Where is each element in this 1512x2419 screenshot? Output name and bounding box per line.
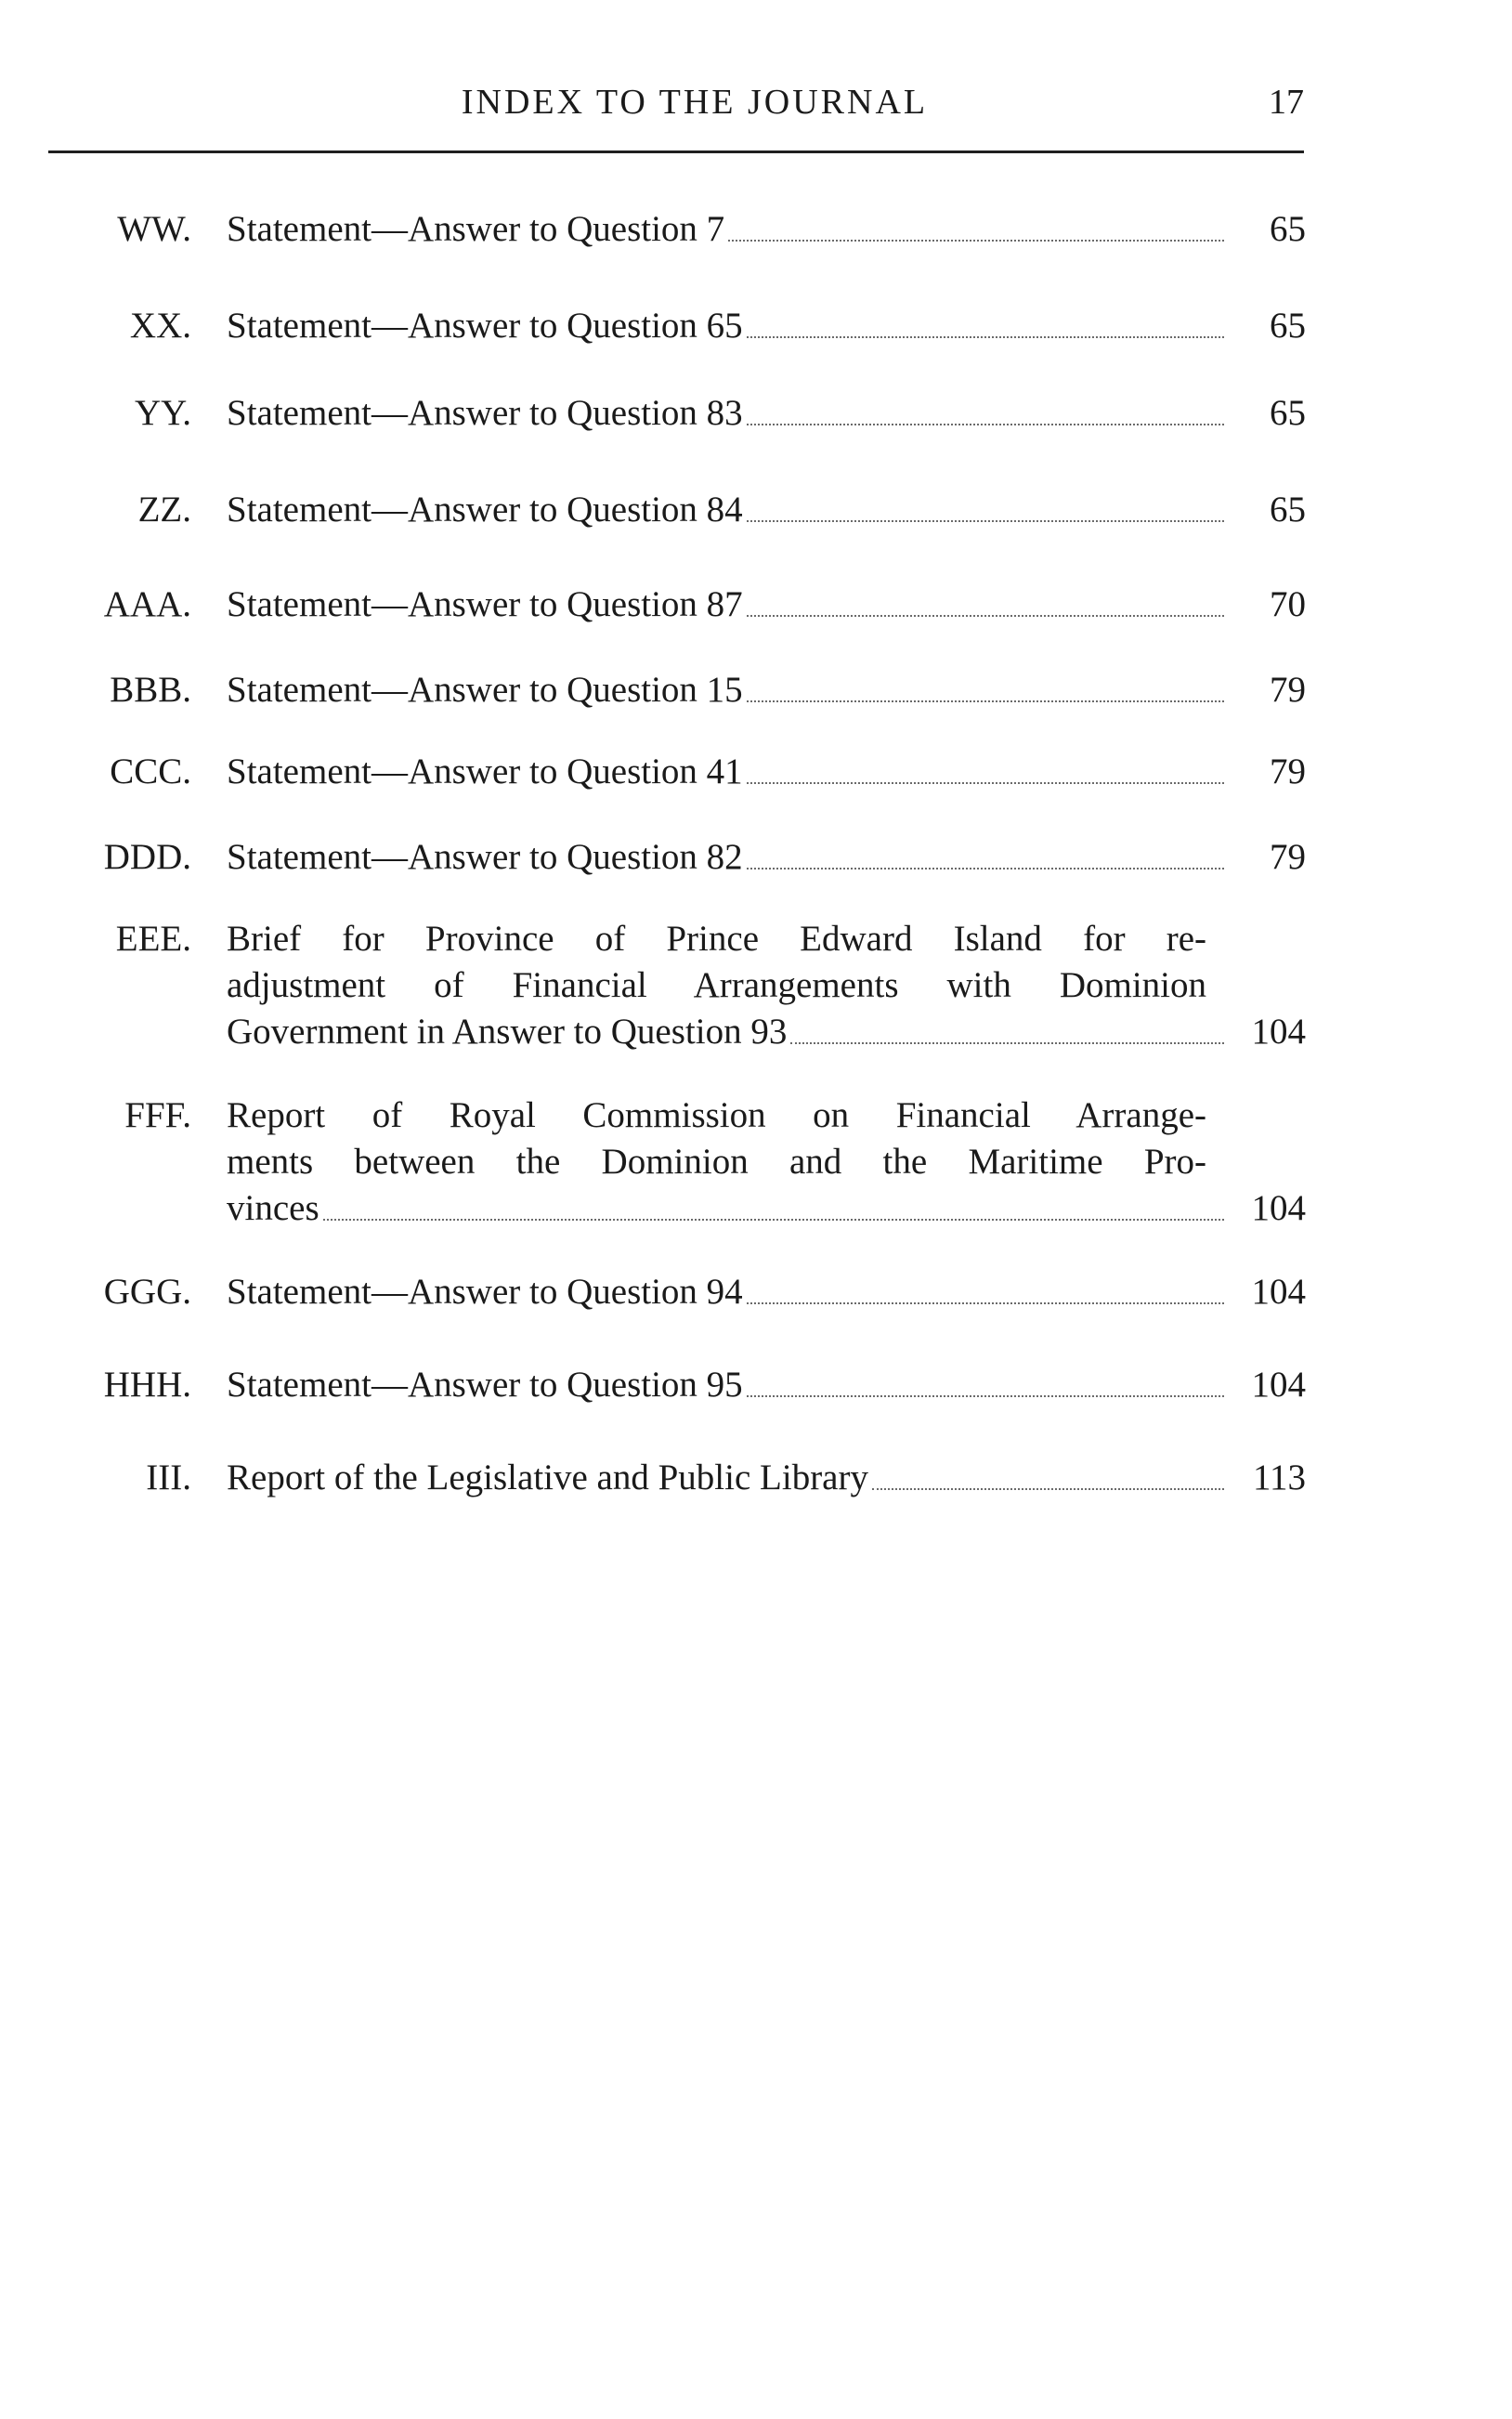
entry-page-number: 104: [1251, 1272, 1306, 1312]
entry-label: EEE.: [115, 919, 191, 959]
dot-leader: [747, 1395, 1224, 1397]
index-entry: [93, 667, 1306, 713]
index-entry: [93, 749, 1306, 795]
dot-leader: [728, 240, 1224, 242]
entry-page-number: 65: [1270, 209, 1306, 249]
entry-label: HHH.: [103, 1365, 191, 1405]
dot-leader: [747, 336, 1224, 338]
entry-text-line: Government in Answer to Question 93: [227, 1012, 788, 1052]
entry-text: Statement—Answer to Question 87: [227, 584, 743, 624]
index-entry: [93, 1269, 1306, 1315]
entry-label: AAA.: [103, 584, 191, 624]
dot-leader: [747, 615, 1224, 617]
entry-text-line: Brief for Province of Prince Edward Island for re-: [227, 919, 1206, 959]
entry-text: Report of the Legislative and Public Library: [227, 1458, 868, 1497]
index-entries: [93, 206, 1306, 1501]
entry-label: YY.: [134, 393, 191, 433]
entry-text: Statement—Answer to Question 83: [227, 393, 743, 433]
index-entry: [93, 303, 1306, 349]
entry-text: Statement—Answer to Question 7: [227, 209, 725, 249]
index-entry: [93, 390, 1306, 437]
entry-text: Statement—Answer to Question 41: [227, 752, 743, 791]
entry-text: Statement—Answer to Question 84: [227, 490, 743, 530]
entry-text: Statement—Answer to Question 95: [227, 1365, 743, 1405]
index-entry: [93, 1362, 1306, 1408]
running-title: INDEX TO THE JOURNAL: [461, 83, 929, 122]
index-entry: [93, 1092, 1306, 1232]
entry-text-line: Report of Royal Commission on Financial Arrange-: [227, 1095, 1206, 1135]
entry-label: GGG.: [103, 1272, 191, 1312]
entry-page-number: 104: [1251, 1012, 1306, 1052]
entry-page-number: 65: [1270, 306, 1306, 346]
entry-text: Statement—Answer to Question 65: [227, 306, 743, 346]
dot-leader: [747, 782, 1224, 784]
dot-leader: [747, 1302, 1224, 1304]
entry-page-number: 65: [1270, 490, 1306, 530]
dot-leader: [790, 1042, 1224, 1044]
header-rule: [48, 150, 1304, 153]
entry-label: WW.: [117, 209, 191, 249]
entry-text: Statement—Answer to Question 94: [227, 1272, 743, 1312]
running-head: [48, 82, 1304, 128]
entry-page-number: 79: [1270, 837, 1306, 877]
index-entry: [93, 206, 1306, 253]
entry-label: XX.: [129, 306, 191, 346]
dot-leader: [872, 1488, 1224, 1490]
page-number: 17: [1269, 83, 1304, 122]
dot-leader: [323, 1219, 1224, 1221]
entry-label: FFF.: [124, 1095, 191, 1135]
dot-leader: [747, 700, 1224, 702]
entry-label: III.: [146, 1458, 191, 1497]
entry-page-number: 104: [1251, 1365, 1306, 1405]
dot-leader: [747, 520, 1224, 522]
entry-label: ZZ.: [137, 490, 191, 530]
entry-page-number: 65: [1270, 393, 1306, 433]
dot-leader: [747, 424, 1224, 425]
entry-label: DDD.: [103, 837, 191, 877]
index-entry: [93, 487, 1306, 533]
index-entry: [93, 1455, 1306, 1501]
entry-label: BBB.: [110, 670, 191, 710]
dot-leader: [747, 868, 1224, 870]
index-entry: [93, 916, 1306, 1055]
entry-page-number: 79: [1270, 670, 1306, 710]
entry-page-number: 70: [1270, 584, 1306, 624]
entry-page-number: 113: [1252, 1458, 1306, 1497]
entry-text-line: vinces: [227, 1188, 319, 1228]
entry-page-number: 79: [1270, 752, 1306, 791]
index-entry: [93, 582, 1306, 628]
entry-page-number: 104: [1251, 1188, 1306, 1228]
index-entry: [93, 834, 1306, 881]
entry-text: Statement—Answer to Question 82: [227, 837, 743, 877]
entry-text-line: ments between the Dominion and the Maritime Pro-: [227, 1142, 1206, 1182]
entry-text: Statement—Answer to Question 15: [227, 670, 743, 710]
entry-label: CCC.: [110, 752, 191, 791]
entry-text-line: adjustment of Financial Arrangements with Dominion: [227, 965, 1206, 1005]
